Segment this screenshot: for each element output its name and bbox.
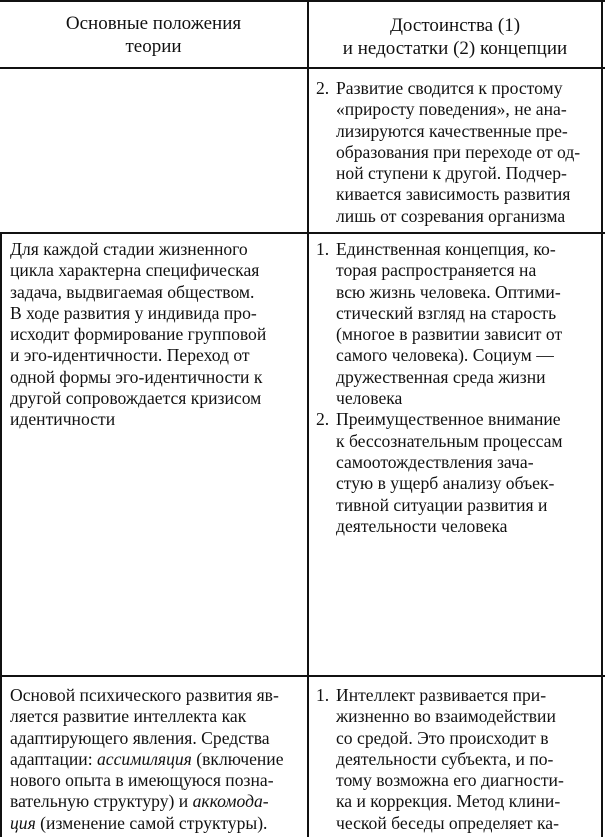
text-line: другой сопровождается кризисом: [10, 388, 262, 409]
text-line: лишь от созревания организма: [336, 205, 566, 226]
text-line: ческой беседы определяет ка-: [336, 812, 559, 833]
header-col2-line: и недостатки (2) концепции: [342, 38, 568, 59]
row1-col2-cell: [312, 78, 594, 227]
text-line: дружественная среда жизни: [336, 366, 546, 387]
text-line: торая распространяется на: [336, 260, 537, 281]
text-line: (многое в развитии зависит от: [336, 324, 563, 345]
text-line: ляется развитие интеллекта как: [10, 706, 247, 727]
text-line: к бессознательным процессам: [336, 430, 563, 451]
text-line: кивается зависимость развития: [336, 184, 571, 205]
row3-col2-cell: [312, 685, 594, 834]
text-line: В ходе развития у индивида про-: [10, 302, 257, 323]
item-number: 2.: [316, 78, 330, 98]
header-col1: [0, 12, 307, 58]
text-line: тивной ситуации развития и: [336, 494, 548, 515]
text-line: нового опыта в имеющуюся позна-: [10, 770, 274, 791]
text-line: [10, 791, 302, 812]
text-line: со средой. Это происходит в: [336, 727, 549, 748]
row2-col1-cell: [10, 239, 302, 431]
column-divider: [307, 0, 309, 837]
term-italic: ция: [10, 812, 36, 833]
text-line: задача, выдвигаемая обществом.: [10, 281, 255, 302]
text-fragment: вательную структуру) и: [10, 791, 193, 812]
text-line: Интеллект развивается при-: [336, 685, 547, 705]
text-line: тому возможна его диагности-: [336, 770, 564, 791]
text-line: ной ступени к другой. Подчер-: [336, 163, 567, 184]
text-line: деятельности человека: [336, 515, 508, 536]
row3-col1-cell: [10, 685, 302, 834]
text-line: адаптирующего явления. Средства: [10, 727, 270, 748]
item-number: 1.: [316, 685, 330, 705]
term-italic: аккомода-: [192, 791, 269, 812]
text-line: человека: [336, 388, 403, 409]
text-line: самоотождествления зача-: [336, 451, 534, 472]
text-line: Развитие сводится к простому: [336, 78, 563, 98]
text-fragment: (включение: [191, 748, 284, 769]
text-line: всю жизнь человека. Оптими-: [336, 281, 561, 302]
text-line: Основой психического развития яв-: [10, 685, 279, 705]
text-line: самого человека). Социум —: [336, 345, 554, 366]
item-number: 2.: [316, 409, 330, 430]
text-line: одной формы эго-идентичности к: [10, 366, 263, 387]
text-line: деятельности субъекта, и по-: [336, 748, 554, 769]
text-line: образования при переходе от од-: [336, 141, 581, 162]
item-number: 1.: [316, 239, 330, 259]
text-line: [10, 749, 302, 770]
header-col2: [309, 14, 601, 60]
header-col1-line: теории: [125, 36, 182, 57]
text-line: Единственная концепция, ко-: [336, 239, 556, 259]
text-line: идентичности: [10, 409, 116, 430]
text-line: Для каждой стадии жизненного: [10, 239, 248, 259]
text-line: Преимущественное внимание: [336, 409, 561, 430]
text-line: жизненно во взаимодействии: [336, 706, 556, 727]
header-col2-line: Достоинства (1): [389, 15, 521, 36]
list-item: [312, 78, 594, 227]
text-line: ка и коррекция. Метод клини-: [336, 791, 561, 812]
text-line: [10, 813, 302, 834]
text-line: цикла характерна специфическая: [10, 260, 260, 281]
list-item: [312, 239, 594, 409]
list-item: [312, 685, 594, 834]
text-line: стический взгляд на старость: [336, 302, 557, 323]
header-bottom-rule: [0, 67, 605, 69]
text-line: исходит формирование групповой: [10, 324, 267, 345]
term-italic: ассимиляция: [97, 748, 192, 769]
text-line: и эго-идентичности. Переход от: [10, 345, 250, 366]
text-line: «приросту поведения», не ана-: [336, 99, 567, 120]
text-fragment: (изменение самой структуры).: [35, 812, 268, 833]
table-left-border-lower: [0, 232, 2, 837]
row2-bottom-rule: [0, 675, 605, 677]
row2-col2-cell: [312, 239, 594, 537]
text-line: лизируются качественные пре-: [336, 120, 568, 141]
row1-bottom-rule: [0, 232, 605, 234]
text-line: стую в ущерб анализу объек-: [336, 473, 555, 494]
list-item: [312, 409, 594, 537]
table-right-border: [601, 0, 603, 837]
header-col1-line: Основные положения: [65, 13, 242, 34]
table-top-border: [0, 0, 605, 2]
text-fragment: адаптации:: [10, 748, 97, 769]
